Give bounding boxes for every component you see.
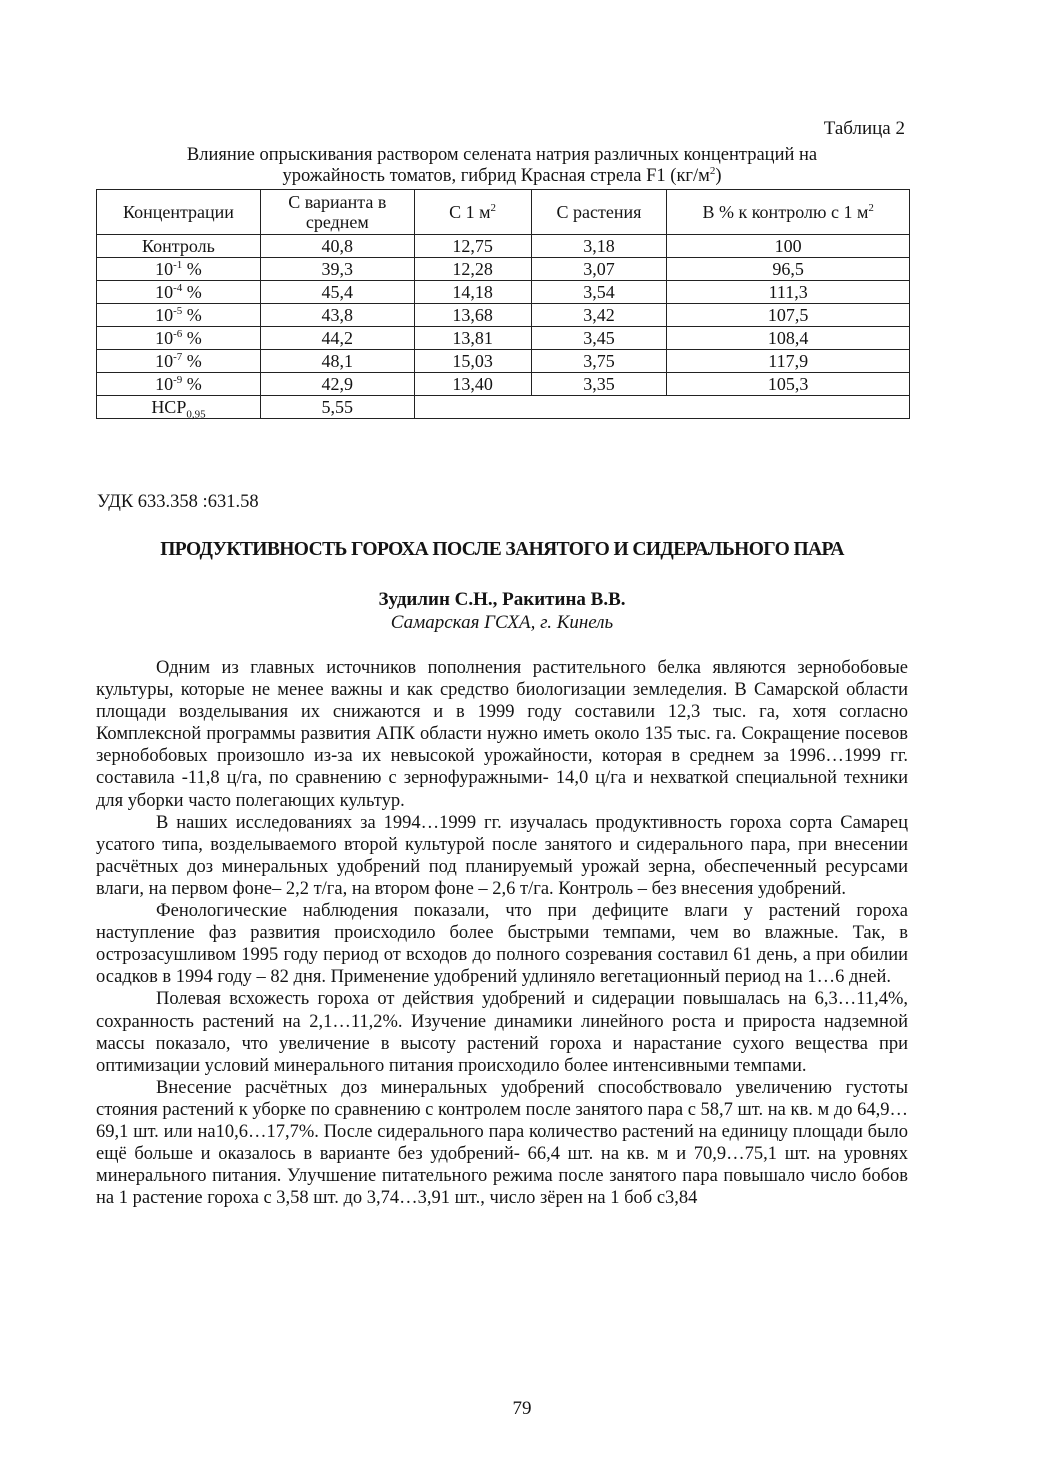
header-pct-control (667, 190, 910, 235)
table-row (97, 350, 910, 373)
cell-per-m2: 14,18 (414, 281, 531, 304)
concentration-exponent: -9 (173, 374, 183, 386)
cell-concentration (97, 235, 261, 258)
table-header-row (97, 190, 910, 235)
concentration-unit: % (182, 328, 202, 348)
header-variant-avg: С варианта в среднем (260, 190, 414, 235)
table-row (97, 304, 910, 327)
affiliation: Самарская ГСХА, г. Кинель (390, 612, 614, 633)
cell-hsr-label (97, 396, 261, 419)
cell-per-m2: 13,81 (414, 327, 531, 350)
table-row (97, 281, 910, 304)
table-caption-sup: 2 (709, 164, 716, 177)
cell-per-plant: 3,54 (531, 281, 667, 304)
cell-per-plant: 3,45 (531, 327, 667, 350)
concentration-exponent: -1 (173, 259, 183, 271)
cell-per-m2: 15,03 (414, 350, 531, 373)
paragraph: Внесение расчётных доз минеральных удобрений способствовало увеличению густоты стояния растений к уборке по сравнению с контролем после занятого пара с 58,7 шт. на кв. м до 64,9…69,1 шт. или на10,6…17,7%. После сидерального пара количество растений на единицу площади было ещё больше и оказалось в варианте без удобрений- 66,4 шт. на кв. м и 70,9…75,1 шт. на уровнях минерального питания. Улучшение питательного режима после занятого пара повышало число бобов на 1 растение гороха с 3,58 шт. до 3,74…3,91 шт., число зёрен на 1 боб с3,84 (96, 1077, 908, 1209)
paragraph: Одним из главных источников пополнения растительного белка являются зернобобовые культуры, которые не менее важны и как средство биологизации земледелия. В Самарской области площади возделывания их снижаются и в 1999 году составили 12,3 тыс. га, хотя согласно Комплексной программы развития АПК области нужно иметь около 135 тыс. га. Сокращение посевов зернобобовых произошло из-за их невысокой урожайности, которая в среднем за 1996…1999 гг. составила -11,8 ц/га, по сравнению с зернофуражными- 14,0 ц/га и нехваткой специальной техники для уборки часто полегающих культур. (96, 658, 908, 811)
paragraph: Полевая всхожесть гороха от действия удобрений и сидерации повышалась на 6,3…11,4%, сохранность растений на 2,1…11,2%. Изучение динамики линейного роста и прироста надземной массы показало, что увеличение в высоту растений гороха и нарастание сухого вещества при оптимизации условий минерального питания происходило более интенсивными темпами. (96, 989, 908, 1076)
header-per-m2-sup: 2 (490, 202, 497, 214)
cell-per-plant: 3,18 (531, 235, 667, 258)
paragraph: В наших исследованиях за 1994…1999 гг. изучалась продуктивность гороха сорта Самарец усатого типа, возделываемого второй культурой после занятого и сидерального пара, при внесении расчётных доз минеральных удобрений под планируемый урожай зерна, обеспеченный ресурсами влаги, на первом фоне– 2,2 т/га, на втором фоне – 2,6 т/га. Контроль – без внесения удобрений. (96, 812, 908, 899)
cell-concentration (97, 258, 261, 281)
hsr-label: НСР (151, 397, 187, 417)
concentration-base: 10 (155, 374, 174, 394)
cell-per-plant: 3,75 (531, 350, 667, 373)
article-title: ПРОДУКТИВНОСТЬ ГОРОХА ПОСЛЕ ЗАНЯТОГО И СИДЕРАЛЬНОГО ПАРА (160, 539, 844, 560)
cell-variant-avg: 44,2 (260, 327, 414, 350)
header-per-plant: С растения (531, 190, 667, 235)
concentration-base: 10 (155, 282, 174, 302)
table-caption-line2 (96, 166, 908, 187)
concentration-unit: % (182, 282, 202, 302)
table-row (97, 258, 910, 281)
header-per-m2-text: С 1 м (449, 202, 491, 222)
cell-per-m2: 13,40 (414, 373, 531, 396)
article-body (96, 657, 908, 1209)
paragraph: Фенологические наблюдения показали, что при дефиците влаги у растений гороха наступление фаз развития происходило более быстрыми темпами, чем во влажные. Так, в острозасушливом 1995 году период от всходов до полного созревания составил 61 день, а при обилии осадков в 1994 году – 82 дня. Применение удобрений удлиняло вегетационный период на 1…6 дней. (96, 901, 908, 988)
cell-pct-control: 96,5 (667, 258, 910, 281)
authors: Зудилин С.Н., Ракитина В.В. (378, 589, 626, 610)
table-row (97, 235, 910, 258)
cell-per-m2: 12,75 (414, 235, 531, 258)
concentration-exponent: -7 (173, 351, 183, 363)
table-row-hsr (97, 396, 910, 419)
cell-variant-avg: 42,9 (260, 373, 414, 396)
table-caption-line1: Влияние опрыскивания раствором селената натрия различных концентраций на (186, 145, 818, 165)
cell-per-plant: 3,07 (531, 258, 667, 281)
cell-pct-control: 108,4 (667, 327, 910, 350)
concentration-base: 10 (155, 305, 174, 325)
cell-variant-avg: 45,4 (260, 281, 414, 304)
concentration-base: 10 (155, 328, 174, 348)
page-number: 79 (512, 1398, 532, 1419)
table-row (97, 327, 910, 350)
cell-variant-avg: 39,3 (260, 258, 414, 281)
concentration-unit: % (182, 305, 202, 325)
header-pct-control-sup: 2 (868, 202, 874, 214)
cell-concentration (97, 373, 261, 396)
concentration-unit: % (182, 351, 202, 371)
cell-pct-control: 100 (667, 235, 910, 258)
cell-variant-avg: 40,8 (260, 235, 414, 258)
concentration-base: Контроль (142, 236, 215, 256)
cell-pct-control: 111,3 (667, 281, 910, 304)
cell-concentration (97, 350, 261, 373)
cell-pct-control: 107,5 (667, 304, 910, 327)
header-per-m2 (414, 190, 531, 235)
concentration-exponent: -4 (173, 282, 183, 294)
header-concentration: Концентрации (97, 190, 261, 235)
cell-per-m2: 13,68 (414, 304, 531, 327)
cell-variant-avg: 48,1 (260, 350, 414, 373)
concentration-exponent: -6 (173, 328, 183, 340)
cell-per-m2: 12,28 (414, 258, 531, 281)
concentration-unit: % (182, 374, 202, 394)
hsr-subscript: 0,95 (186, 408, 206, 421)
cell-hsr-empty (414, 396, 909, 419)
cell-per-plant: 3,42 (531, 304, 667, 327)
cell-concentration (97, 281, 261, 304)
cell-concentration (97, 304, 261, 327)
cell-per-plant: 3,35 (531, 373, 667, 396)
cell-hsr-value: 5,55 (260, 396, 414, 419)
cell-variant-avg: 43,8 (260, 304, 414, 327)
concentration-exponent: -5 (173, 305, 183, 317)
cell-concentration (97, 327, 261, 350)
table-body (97, 235, 910, 419)
table-label: Таблица 2 (823, 118, 905, 139)
table-caption-line2-text: урожайность томатов, гибрид Красная стрела F1 (кг/м (282, 166, 710, 186)
cell-pct-control: 117,9 (667, 350, 910, 373)
header-pct-control-text: В % к контролю с 1 м (702, 202, 869, 222)
udk-code: УДК 633.358 :631.58 (97, 492, 259, 512)
concentration-base: 10 (155, 351, 174, 371)
table-row (97, 373, 910, 396)
results-table (96, 189, 910, 419)
table-caption-line2-end: ) (715, 166, 722, 186)
cell-pct-control: 105,3 (667, 373, 910, 396)
concentration-unit: % (182, 259, 202, 279)
concentration-base: 10 (155, 259, 174, 279)
table-caption (96, 145, 908, 187)
